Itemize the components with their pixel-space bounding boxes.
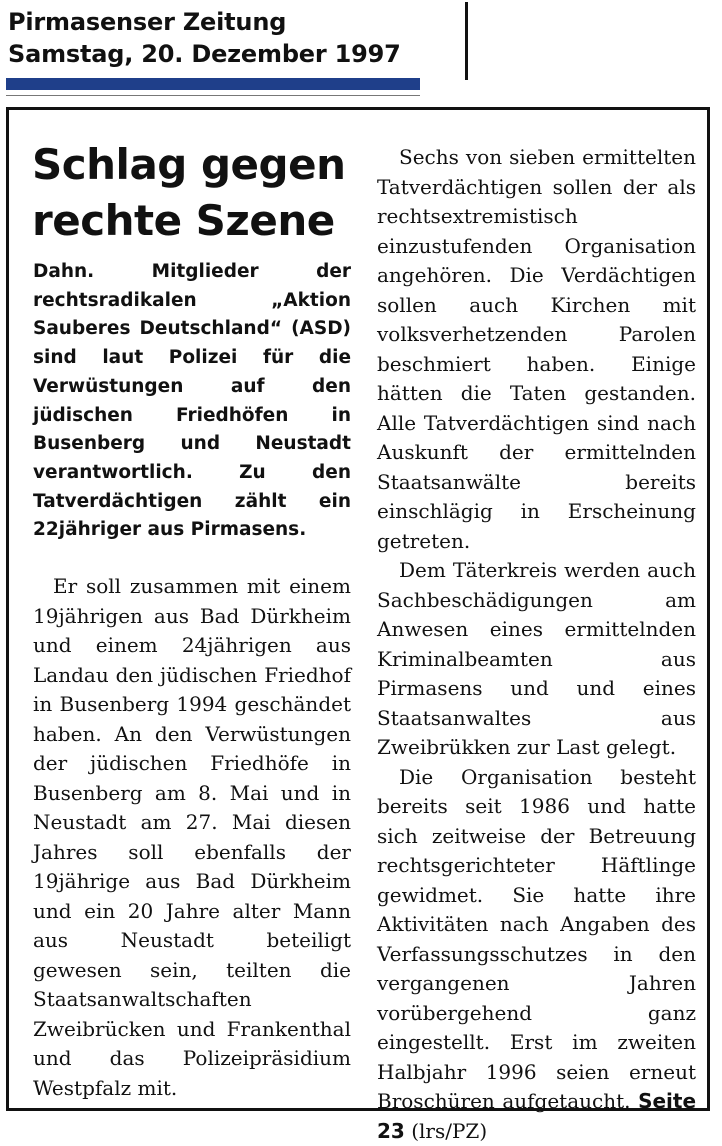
page-reference: Seite 23 [377,1089,696,1143]
body-paragraph [377,763,696,1146]
newspaper-name: Pirmasenser Zeitung [8,8,286,36]
article-body-right-column [377,143,696,1098]
header-vertical-rule [465,2,468,80]
publication-date: Samstag, 20. Dezember 1997 [8,40,401,68]
article-body-left-column: Er soll zusammen mit einem 19jährigen aus Bad Dürkheim und einem 24jährigen aus Landau den jüdischen Friedhof in Busenberg 1994 geschändet haben. An den Verwüstungen der jüdischen Friedhöfe in Busenberg am 8. Mai und in Neustadt am 27. Mai diesen Jahres soll ebenfalls der 19jährige aus Bad Dürkheim und ein 20 Jahre alter Mann aus Neustadt beteiligt gewesen sein, teilten die Staatsanwaltschaften Zweibrücken und Frankenthal und das Polizeipräsidium Westpfalz mit. [33,572,351,1092]
source-credit: (lrs/PZ) [411,1119,487,1143]
headline-line-1: Schlag gegen [32,140,345,190]
article-lead: Dahn. Mitglieder der rechtsradikalen „Aktion Sauberes Deutschland“ (ASD) sind laut Polizei für die Verwüstungen auf den jüdischen Friedhöfen in Busenberg und Neustadt verantwortlich. Zu den Tatverdächtigen zählt ein 22jähriger aus Pirmasens. [33,258,351,516]
body-paragraph: Dem Täterkreis werden auch Sachbeschädigungen am Anwesen eines ermittelnden Kriminalbeamten aus Pirmasens und und eines Staatsanwaltes aus Zweibrükken zur Last gelegt. [377,556,696,763]
body-paragraph: Sechs von sieben ermittelten Tatverdächtigen sollen der als rechtsextremistisch einzustufenden Organisation angehören. Die Verdächtigen sollen auch Kirchen mit volksverhetzenden Parolen beschmiert haben. Einige hätten die Taten gestanden. Alle Tatverdächtigen sind nach Auskunft der ermittelnden Staatsanwälte bereits einschlägig in Erscheinung getreten. [377,143,696,556]
body-paragraph-text: Die Organisation besteht bereits seit 1986 und hatte sich zeitweise der Betreuung rechtsgerichteter Häftlinge gewidmet. Sie hatte ihre Aktivitäten nach Angaben des Verfassungsschutzes in den vergangenen Jahren vorübergehend ganz eingestellt. Erst im zweiten Halbjahr 1996 seien erneut Broschüren aufgetaucht. [377,765,696,1114]
headline-line-2: rechte Szene [32,196,335,246]
header-thin-rule [6,95,420,96]
header-color-bar [6,78,420,90]
